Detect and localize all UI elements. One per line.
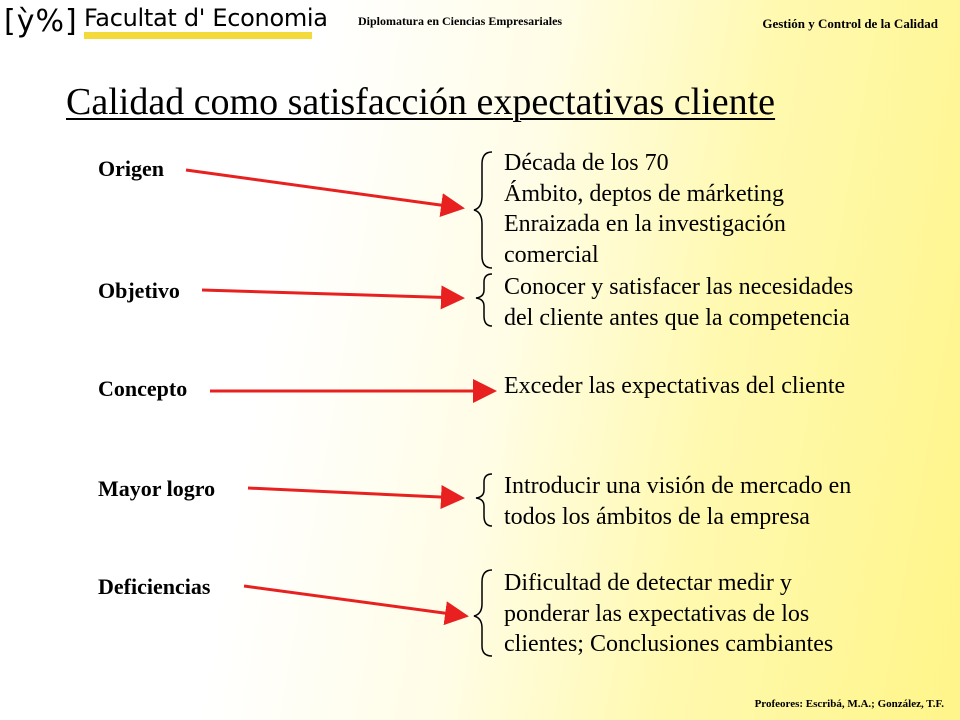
desc-line: Exceder las expectativas del cliente [504,373,846,399]
desc-line: clientes; Conclusiones cambiantes [504,631,834,657]
label-deficiencias: Deficiencias [98,574,211,599]
desc-line: Dificultad de detectar medir y [504,570,792,596]
course-name: Gestión y Control de la Calidad [762,16,938,31]
label-objetivo: Objetivo [98,278,180,303]
label-concepto: Concepto [98,376,188,401]
desc-line: Introducir una visión de mercado en [504,473,852,499]
desc-origen [504,148,786,270]
arrow-objetivo [202,290,462,298]
desc-line: Década de los 70 [504,150,669,176]
slide-title: Calidad como satisfacción expectativas cliente [66,81,776,123]
arrow-deficiencias [244,586,466,616]
desc-concepto [504,371,845,402]
brace-mayor-logro [476,474,492,526]
desc-line: del cliente antes que la competencia [504,304,850,331]
logo-mark-icon: [ỳ%] [4,4,78,39]
desc-line: todos los ámbitos de la empresa [504,503,810,530]
footer-authors: Profeores: Escribá, M.A.; González, T.F. [754,698,944,710]
desc-line: Enraizada en la investigación [504,211,786,237]
desc-deficiencias [504,568,833,660]
brace-origen [474,152,492,268]
desc-line: Conocer y satisfacer las necesidades [504,274,854,300]
logo-underline-bar [84,32,312,39]
desc-line: ponderar las expectativas de los [504,600,810,627]
arrow-mayor-logro [248,488,462,498]
brace-deficiencias [474,570,492,656]
desc-line: Ámbito, deptos de márketing [504,180,784,207]
program-name: Diplomatura en Ciencias Empresariales [358,14,563,28]
logo-text: Facultat d' Economia [84,4,328,32]
desc-line: comercial [504,241,599,268]
brace-objetivo [476,274,492,326]
arrow-origen [186,170,462,208]
label-mayor-logro: Mayor logro [98,476,216,501]
desc-objetivo [504,272,853,333]
faculty-logo [4,2,328,44]
desc-mayor-logro [504,471,851,532]
label-origen: Origen [98,156,164,181]
